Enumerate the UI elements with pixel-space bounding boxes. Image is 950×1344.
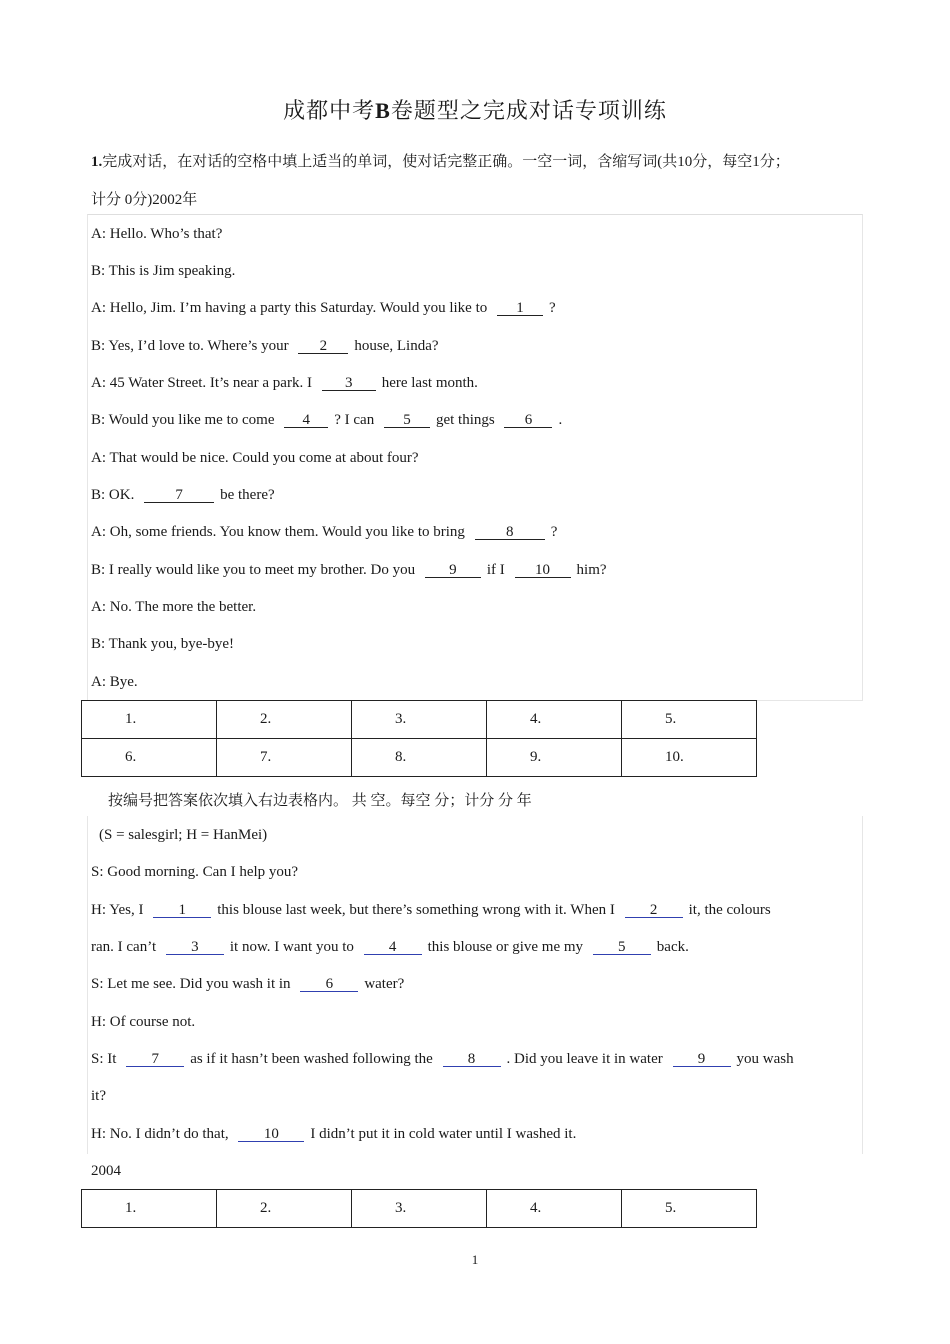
page-number: 1 — [471, 1252, 479, 1267]
section1-intro: 1.完成对话，在对话的空格中填上适当的单词，使对话完整正确。一空一词，含缩写词(共10分，每空1分； — [91, 154, 790, 170]
dialogue-text: . — [558, 412, 563, 428]
dialogue-line — [91, 1014, 195, 1031]
dialogue-text: A: That would be nice. Could you come at about four? — [91, 450, 419, 466]
dialogue-line — [91, 338, 439, 355]
dialogue-text: A: Hello, Jim. I’m having a party this Saturday. Would you like to — [91, 300, 491, 316]
answer-row — [82, 701, 757, 739]
dialogue-text: B: I really would like you to meet my brother. Do you — [91, 562, 419, 578]
dialogue-line — [91, 263, 235, 280]
dialogue-line — [91, 487, 275, 504]
dialogue-text: B: Thank you, bye-bye! — [91, 636, 235, 652]
dialogue-text: B: OK. — [91, 487, 139, 503]
roles-line: (S = salesgirl; H = HanMei) — [99, 827, 268, 843]
section1-intro-cont: 计分 0分)2002年 — [91, 192, 198, 208]
dialogue-text: if I — [486, 562, 509, 578]
dialogue-line — [91, 375, 478, 392]
answer-blank[interactable]: 10 — [515, 563, 571, 578]
dialogue-line — [91, 300, 556, 317]
answer-blank[interactable]: 5 — [593, 940, 651, 955]
answer-blank[interactable]: 2 — [625, 903, 683, 918]
answer-table-1 — [81, 700, 757, 777]
dialogue-text: B: This is Jim speaking. — [91, 263, 236, 279]
section2-intro: 按编号把答案依次填入右边表格内。 共 空。每空 分；计分 分 年 — [108, 793, 532, 809]
dialogue-text: back. — [656, 939, 689, 955]
answer-blank[interactable]: 2 — [298, 339, 348, 354]
dialogue-text: H: Of course not. — [91, 1014, 196, 1030]
answer-cell[interactable]: 3. — [352, 1190, 487, 1228]
dialogue-text: this blouse or give me my — [427, 939, 587, 955]
answer-cell[interactable]: 7. — [217, 739, 352, 777]
dialogue-text: A: 45 Water Street. It’s near a park. I — [91, 375, 316, 391]
dialogue-line — [91, 902, 771, 919]
answer-cell[interactable]: 2. — [217, 701, 352, 739]
answer-cell[interactable]: 8. — [352, 739, 487, 777]
answer-blank[interactable]: 8 — [443, 1052, 501, 1067]
answer-cell[interactable]: 5. — [622, 701, 757, 739]
dialogue-text: A: Hello. Who’s that? — [91, 226, 223, 242]
answer-cell[interactable]: 3. — [352, 701, 487, 739]
answer-blank[interactable]: 6 — [504, 413, 552, 428]
dialogue-line — [91, 562, 607, 579]
dialogue-line — [91, 226, 222, 243]
dialogue-text: you wash — [736, 1051, 794, 1067]
dialogue-text: B: Yes, I’d love to. Where’s your — [91, 338, 293, 354]
answer-blank[interactable]: 9 — [425, 563, 481, 578]
answer-cell[interactable]: 9. — [487, 739, 622, 777]
answer-blank[interactable]: 6 — [300, 977, 358, 992]
dialogue-text: as if it hasn’t been washed following the — [190, 1051, 437, 1067]
dialogue-line — [91, 939, 689, 956]
dialogue-text: ? — [549, 300, 556, 316]
answer-cell[interactable]: 6. — [82, 739, 217, 777]
answer-blank[interactable]: 4 — [364, 940, 422, 955]
answer-cell[interactable]: 1. — [82, 1190, 217, 1228]
answer-blank[interactable]: 10 — [238, 1127, 304, 1142]
answer-cell[interactable]: 2. — [217, 1190, 352, 1228]
dialogue-text: ? I can — [334, 412, 378, 428]
dialogue-text: S: Good morning. Can I help you? — [91, 864, 299, 880]
answer-blank[interactable]: 8 — [475, 525, 545, 540]
year-label: 2004 — [91, 1163, 121, 1179]
answer-blank[interactable]: 5 — [384, 413, 430, 428]
dialogue-text: H: No. I didn’t do that, — [91, 1126, 233, 1142]
answer-blank[interactable]: 1 — [153, 903, 211, 918]
answer-cell[interactable]: 4. — [487, 701, 622, 739]
dialogue-text: it? — [91, 1088, 106, 1104]
dialogue-text: A: Oh, some friends. You know them. Would you like to bring — [91, 524, 469, 540]
dialogue-text: . Did you leave it in water — [506, 1051, 667, 1067]
dialogue-line — [91, 674, 138, 691]
answer-cell[interactable]: 10. — [622, 739, 757, 777]
answer-row — [82, 739, 757, 777]
dialogue-text: him? — [576, 562, 607, 578]
dialogue-text: B: Would you like me to come — [91, 412, 279, 428]
answer-blank[interactable]: 7 — [126, 1052, 184, 1067]
dialogue-line — [91, 1126, 576, 1143]
dialogue-text: here last month. — [381, 375, 478, 391]
dialogue-line — [91, 599, 256, 616]
dialogue-text: A: Bye. — [91, 674, 138, 690]
dialogue-text: this blouse last week, but there’s something wrong with it. When I — [217, 902, 619, 918]
dialogue-text: house, Linda? — [354, 338, 439, 354]
answer-blank[interactable]: 9 — [673, 1052, 731, 1067]
dialogue-text: get things — [435, 412, 499, 428]
dialogue-line — [91, 976, 404, 993]
dialogue-text: I didn’t put it in cold water until I washed it. — [310, 1126, 577, 1142]
answer-blank[interactable]: 4 — [284, 413, 328, 428]
answer-blank[interactable]: 1 — [497, 301, 543, 316]
answer-blank[interactable]: 3 — [166, 940, 224, 955]
dialogue-line — [91, 1051, 794, 1068]
answer-cell[interactable]: 4. — [487, 1190, 622, 1228]
answer-row — [82, 1190, 757, 1228]
dialogue-text: ran. I can’t — [91, 939, 160, 955]
dialogue-line — [91, 864, 298, 881]
dialogue-line — [91, 412, 562, 429]
answer-table-2 — [81, 1189, 757, 1228]
answer-cell[interactable]: 5. — [622, 1190, 757, 1228]
answer-blank[interactable]: 3 — [322, 376, 376, 391]
dialogue-line — [91, 636, 234, 653]
dialogue-text: H: Yes, I — [91, 902, 148, 918]
dialogue-text: S: Let me see. Did you wash it in — [91, 976, 295, 992]
dialogue-text: ? — [550, 524, 558, 540]
answer-cell[interactable]: 1. — [82, 701, 217, 739]
answer-blank[interactable]: 7 — [144, 488, 214, 503]
dialogue-line — [91, 524, 557, 541]
dialogue-text: S: It — [91, 1051, 121, 1067]
dialogue-text: it, the colours — [688, 902, 771, 918]
dialogue-text: water? — [364, 976, 405, 992]
dialogue-line — [91, 1088, 106, 1105]
page-title: 成都中考B卷题型之完成对话专项训练 — [283, 98, 667, 123]
dialogue-text: A: No. The more the better. — [91, 599, 257, 615]
dialogue-text: be there? — [220, 487, 275, 503]
dialogue-line — [91, 450, 419, 467]
dialogue-text: it now. I want you to — [229, 939, 358, 955]
